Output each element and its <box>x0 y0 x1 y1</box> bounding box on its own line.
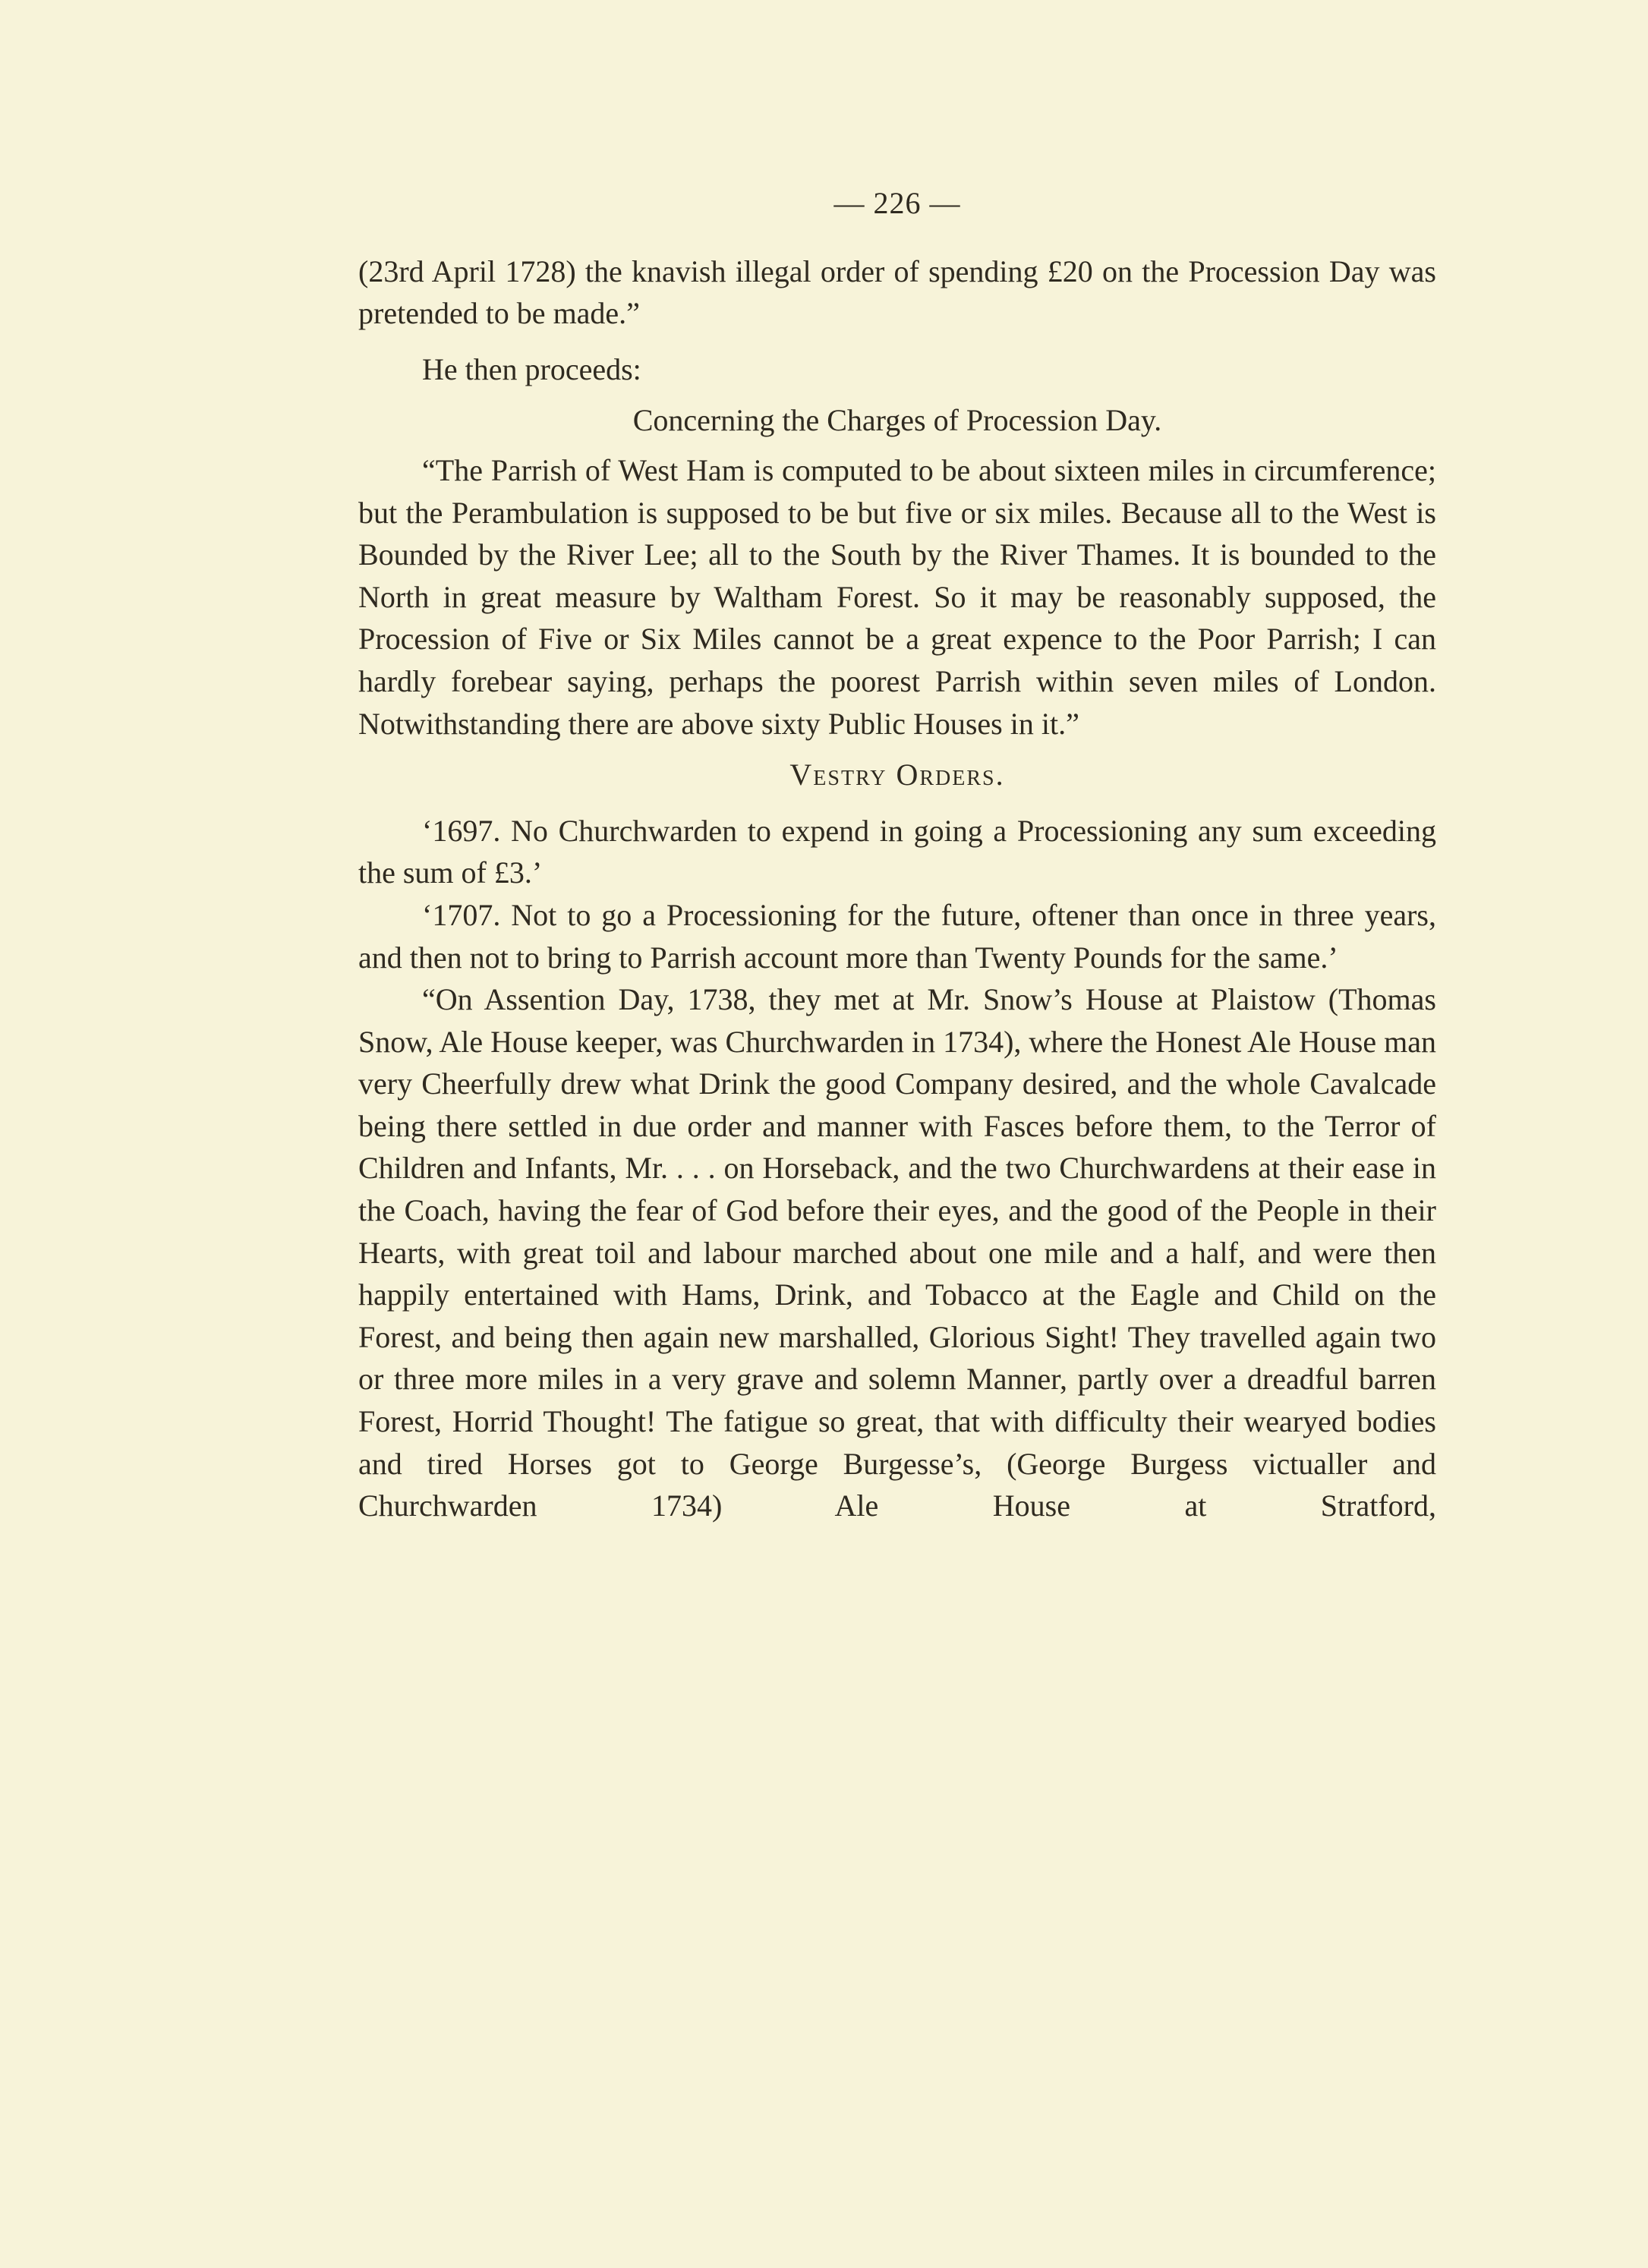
paragraph-assention-day: “On Assention Day, 1738, they met at Mr. Snow’s House at Plaistow (Thomas Snow, Ale House keeper, was Churchwarden in 1734), where the Honest Ale House man very Cheerfully drew what Drink the good Company desired, and the whole Cavalcade being there settled in due order and manner with Fasces before them, to the Terror of Children and Infants, Mr. . . . on Horseback, and the two Churchwardens at their ease in the Coach, having the fear of God before their eyes, and the good of the People in their Hearts, with great toil and labour marched about one mile and a half, and were then happily entertained with Hams, Drink, and Tobacco at the Eagle and Child on the Forest, and being then again new marshalled, Glorious Sight! They travelled again two or three more miles in a very grave and solemn Manner, partly over a dreadful barren Forest, Horrid Thought! The fatigue so great, that with difficulty their wearyed bodies and tired Horses got to George Burgesse’s, (George Burgess victualler and Churchwarden 1734) Ale House at Stratford, <box>358 982 1436 1523</box>
paragraph-proceeds: He then proceeds: <box>422 351 641 386</box>
paragraph-continuation: (23rd April 1728) the knavish illegal order of spending £20 on the Procession Day was pretended to be made.” <box>358 254 1436 331</box>
page-text <box>358 182 1436 1527</box>
paragraph-order-1697: ‘1697. No Churchwarden to expend in going a Processioning any sum exceeding the sum of £3.’ <box>358 813 1436 890</box>
paragraph-order-1707: ‘1707. Not to go a Processioning for the future, oftener than once in three years, and then not to bring to Parrish account more than Twenty Pounds for the same.’ <box>358 897 1436 975</box>
heading-charges-of-procession-day: Concerning the Charges of Procession Day. <box>632 403 1162 438</box>
page-number: — 226 — <box>833 186 961 220</box>
heading-vestry-orders: Vestry Orders. <box>789 758 1005 792</box>
paragraph-parrish-description: “The Parrish of West Ham is computed to be about sixteen miles in circumference; but the Perambulation is supposed to be but five or six miles. Because all to the West is Bounded by the River Lee; all to the South by the River Thames. It is bounded to the North in great measure by Waltham Forest. So it may be reasonably supposed, the Procession of Five or Six Miles cannot be a great expence to the Poor Parrish; I can hardly forebear saying, perhaps the poorest Parrish within seven miles of London. Notwithstanding there are above sixty Public Houses in it.” <box>358 452 1436 741</box>
